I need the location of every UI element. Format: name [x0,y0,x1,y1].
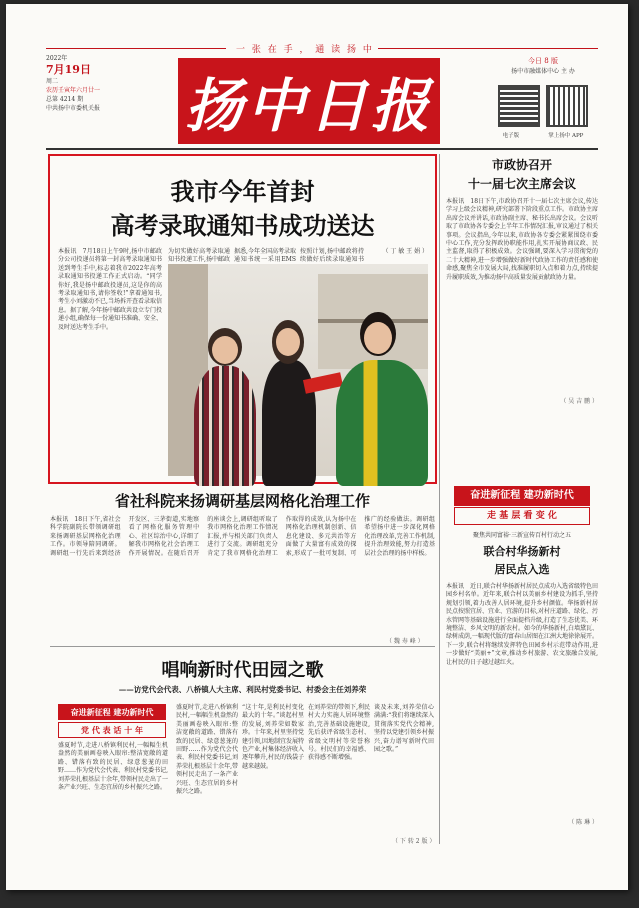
newspaper-page [6,4,628,890]
slogan-rule-left [46,48,226,49]
masthead-title: 扬中日报 [184,72,433,140]
village-byline: （ 陈 琳 ） [568,819,598,826]
masthead-slogan: 一 张 在 手 ， 通 读 扬 中 [236,45,374,55]
cppcc-headline-line2: 十一届七次主席会议 [467,177,576,191]
campaign-banner: 奋进新征程 建功新时代 [454,486,590,506]
slogan-rule-right [378,48,598,49]
publisher: 中共扬中市委机关报 [46,105,101,112]
feature-col-1: 本报讯 7月18日上午9时,扬中市邮政分公司投递员将第一封高考录取通知书送到考生手中,标志着我市2022年高考录取通知书投递工作正式启动。“同学你好,我是扬中邮政投递员,这是你的高考录取通知书,请你签收!”拿着通知书,考生小刘激动不已,当场拆开查看录取信息。据了解,今年扬中邮政共设立专门投递小组,确保每一份通知书准确、安全、及时送达考生手中。 [58,248,162,331]
qr-label-epaper: 电子版 [502,133,520,139]
section-rule [50,646,435,647]
bottom-continued: （ 下 转 2 版 ） [392,838,436,845]
campaign-subtitle: 走 基 层 看 变 化 [454,507,590,525]
feature-photo [168,264,428,476]
feature-headline-line2: 高考录取通知书成功送达 [110,211,375,240]
qr-code-app-icon[interactable] [546,85,588,127]
village-headline-line2: 居民点入选 [494,563,550,576]
feature-col-4: 按照计划,扬中邮政将持续做好后续录取通知书 [300,248,364,264]
issue-number: 总第 4214 期 [46,96,84,103]
bottom-col-4: 谈及未来,刘养荣信心满满:“我们将继续深入贯彻落实党代会精神,坚持以党建引领乡村振兴,奋力谱写新时代田园之歌。” [374,704,435,754]
village-body: 本报讯 近日,联合村华扬新村居民点成功入选省级特色田园乡村名单。近年来,联合村以美丽乡村建设为抓手,坚持规划引领,着力改善人居环境,提升乡村颜值。华扬新村居民点按照宜居、宜业、宜游的目标,对村庄道路、绿化、污水管网等基础设施进行全面提档升级,打造了生态优美、环境整洁、乡风文明的新农村。如今的华扬新村,白墙黛瓦、绿树成荫,一幅现代版的富春山居图在江洲大地徐徐展开。下一步,联合村将继续发挥特色田园乡村示范带动作用,进一步做好“美丽+”文章,推动乡村旅游、农文旅融合发展,让村民的日子越过越红火。 [446,583,598,666]
date-month-day: 7月19日 [46,63,91,76]
feature-headline-line1: 我市今年首封 [170,177,315,206]
bottom-col-2: “这十年,是利民村变化最大的十年。”谈起村里的发展,刘养荣如数家珍。十年来,村里坚持党建引领,因地制宜发展特色产业,村集体经济收入逐年攀升,村民的钱袋子越来越鼓。 [242,704,304,770]
masthead-rule [46,148,598,150]
bottom-col-3: 在刘养荣的带领下,利民村大力实施人居环境整治,完善基础设施建设,先后获评省级生态村、省级文明村等荣誉称号。村民们的幸福感、获得感不断增强。 [308,704,370,762]
masthead-logo [178,58,440,144]
feature-story[interactable] [48,154,437,484]
dateline [46,54,156,113]
today-pages: 今日 8 版 [528,57,558,65]
column-divider [439,154,440,844]
date-year: 2022年 [46,55,68,62]
cppcc-headline-line1: 市政协召开 [491,158,552,172]
bottom-col-lead: 盛夏时节,走进八桥镇利民村,一幅幅生机盎然的美丽画卷映入眼帘:整洁宽敞的道路、错落有致的民居、绿意葱茏的田野……作为党代会代表、利民村党委书记,刘养荣扎根基层十余年,带领村民走出了一条产业兴旺、生态宜居的乡村振兴之路。 [58,742,168,792]
village-kicker: 聚焦共同富裕·三新宣传百村行动之五 [473,532,571,539]
cppcc-body: 本报讯 18日下午,市政协召开十一届七次主席会议,传达学习上级会议精神,研究部署下阶段重点工作。市政协主席出席会议并讲话,市政协副主席、秘书长出席会议。会议听取了市政协各专委会上半年工作情况汇报,审议通过了相关事项。会议指出,今年以来,市政协各专委会紧紧围绕市委中心工作,充分发挥政协职能作用,扎实开展协商议政、民主监督,取得了积极成效。会议强调,要深入学习贯彻党的二十大精神,进一步增强做好新时代政协工作的责任感和使命感,聚焦全市发展大局,找准履职切入点和着力点,持续提升履职质效,为推动扬中高质量发展贡献政协力量。 [446,198,598,281]
date-lunar: 农历壬寅年六月廿一 [46,87,101,94]
qr-code-icon[interactable] [498,85,540,127]
research-headline[interactable]: 省社科院来扬调研基层网格化治理工作 [114,492,370,510]
feature-col-3: 据悉,今年全国高考录取通知书统一采用EMS [234,248,296,264]
bottom-headline[interactable]: 唱响新时代田园之歌 [161,660,324,681]
village-story[interactable] [446,530,598,826]
feature-byline: （ 丁 敏 王 娟 ） [382,248,428,255]
village-headline-line1: 联合村华扬新村 [483,545,561,558]
bottom-subheadline: ——访党代会代表、八桥镇人大主席、利民村党委书记、村委会主任刘养荣 [118,685,367,694]
qr-block [488,56,598,139]
feature-col-2: 为切实做好高考录取通知书投递工作,扬中邮政 [168,248,230,264]
qr-label-app: 掌上扬中 APP [548,133,584,139]
party-banner: 奋进新征程 建功新时代 [58,704,166,720]
bottom-col-1: 盛夏时节,走进八桥镇利民村,一幅幅生机盎然的美丽画卷映入眼帘:整洁宽敞的道路、错落有致的民居、绿意葱茏的田野……作为党代会代表、利民村党委书记,刘养荣扎根基层十余年,带领村民走出了一条产业兴旺、生态宜居的乡村振兴之路。 [176,704,238,796]
research-byline: （ 魏 寿 峰 ） [386,638,424,645]
research-body: 本报讯 18日下午,省社会科学院副院长带领调研组来扬调研基层网格化治理工作。市领导陪同调研。调研组一行先后来到经济开发区、三茅街道,实地察看了网格化服务管理中心、社区综治中心,详细了解我市网格化社会治理工作开展情况。在随后召开的座谈会上,调研组听取了我市网格化治理工作情况汇报,并与相关部门负责人进行了交流。调研组充分肯定了我市网格化治理工作取得的成效,认为扬中在网格化治理机制创新、信息化建设、多元共治等方面做了大量富有成效的探索,形成了一批可复制、可推广的经验做法。调研组希望扬中进一步深化网格化治理改革,完善工作机制,提升治理效能,努力打造基层社会治理的扬中样板。 [50,516,435,557]
cppcc-story[interactable] [446,156,598,405]
party-banner-subtitle: 党 代 表 话 十 年 [58,722,166,738]
cppcc-byline: （ 吴 吉 鹏 ） [560,398,598,405]
date-weekday: 周二 [46,78,59,85]
organizer: 扬中市融媒体中心 主 办 [511,68,575,75]
